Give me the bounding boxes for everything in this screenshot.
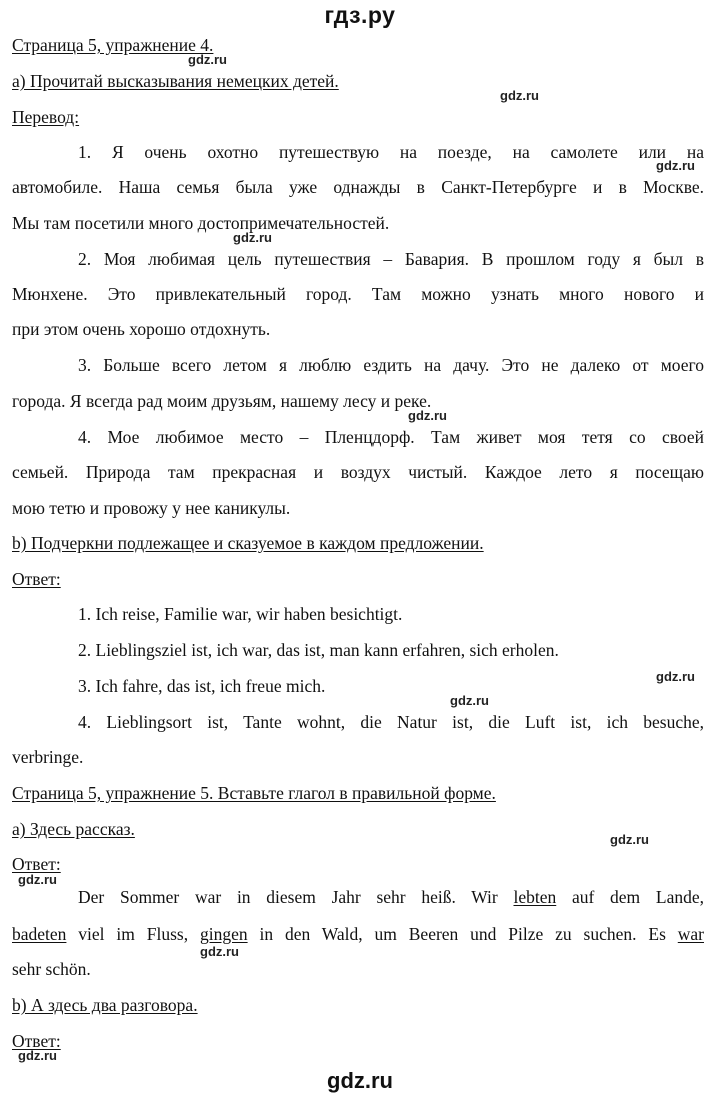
exercise-4-task-b: b) Подчеркни подлежащее и сказуемое в каждом предложении. [12, 533, 484, 553]
translation-p4-line2: семьей. Природа там прекрасная и воздух чистый. Каждое лето я посещаю [12, 462, 704, 482]
translation-p4-line1: 4. Мое любимое место – Пленцдорф. Там живет моя тетя со своей [78, 427, 704, 447]
story-verb-badeten: badeten [12, 924, 67, 944]
watermark: gdz.ru [656, 158, 695, 173]
site-footer: gdz.ru [327, 1068, 393, 1093]
translation-p3-line2: города. Я всегда рад моим друзьям, нашему лесу и реке. [12, 391, 432, 411]
exercise-5-title: Страница 5, упражнение 5. Вставьте глагол в правильной форме. [12, 783, 496, 803]
story-verb-war: war [677, 924, 704, 944]
translation-p1-line3: Мы там посетили много достопримечательностей. [12, 213, 390, 233]
translation-p1-line2: автомобиле. Наша семья была уже однажды в Санкт-Петербурге и в Москве. [12, 177, 704, 197]
watermark: gdz.ru [450, 693, 489, 708]
translation-p2-line2: Мюнхене. Это привлекательный город. Там можно узнать много нового и [12, 284, 704, 304]
exercise-4-task-a: а) Прочитай высказывания немецких детей. [12, 71, 339, 91]
story-line3: sehr schön. [12, 959, 91, 979]
translation-p3-line1: 3. Больше всего летом я люблю ездить на дачу. Это не далеко от моего [78, 355, 704, 375]
answer-3: 3. Ich fahre, das ist, ich freue mich. [78, 676, 326, 696]
answer-4-line2: verbringe. [12, 747, 84, 767]
exercise-5-task-b: b) А здесь два разговора. [12, 995, 198, 1015]
translation-p1-line1: 1. Я очень охотно путешествую на поезде, на самолете или на [78, 142, 704, 162]
answer-label-b: Ответ: [12, 1031, 61, 1051]
story-line1-post: auf dem Lande, [556, 887, 704, 907]
story-line2-mid2: in den Wald, um Beeren und Pilze zu suchen. Es [247, 924, 678, 944]
translation-p2-line3: при этом очень хорошо отдохнуть. [12, 319, 271, 339]
watermark: gdz.ru [18, 1048, 57, 1063]
story-line2-mid1: viel im Fluss, [66, 924, 200, 944]
answer-1: 1. Ich reise, Familie war, wir haben besichtigt. [78, 604, 403, 624]
story-line2 [12, 923, 704, 945]
watermark: gdz.ru [408, 408, 447, 423]
translation-label: Перевод: [12, 107, 80, 127]
story-line1 [78, 886, 704, 908]
story-verb-lebten: lebten [513, 887, 557, 907]
answer-label: Ответ: [12, 569, 61, 589]
answer-2: 2. Lieblingsziel ist, ich war, das ist, man kann erfahren, sich erholen. [78, 640, 559, 660]
watermark: gdz.ru [200, 944, 239, 959]
site-header: гдз.ру [324, 2, 396, 28]
answer-label-a: Ответ: [12, 854, 61, 874]
translation-p2-line1: 2. Моя любимая цель путешествия – Бавария. В прошлом году я был в [78, 249, 704, 269]
watermark: gdz.ru [656, 669, 695, 684]
exercise-5-task-a: а) Здесь рассказ. [12, 819, 135, 839]
watermark: gdz.ru [500, 88, 539, 103]
story-verb-gingen: gingen [199, 924, 248, 944]
watermark: gdz.ru [18, 872, 57, 887]
watermark: gdz.ru [188, 52, 227, 67]
story-line1-pre: Der Sommer war in diesem Jahr sehr heiß. Wir [78, 887, 514, 907]
watermark: gdz.ru [233, 230, 272, 245]
exercise-4-title: Страница 5, упражнение 4. [12, 35, 214, 55]
translation-p4-line3: мою тетю и провожу у нее каникулы. [12, 498, 291, 518]
answer-4-line1: 4. Lieblingsort ist, Tante wohnt, die Natur ist, die Luft ist, ich besuche, [78, 712, 704, 732]
watermark: gdz.ru [610, 832, 649, 847]
